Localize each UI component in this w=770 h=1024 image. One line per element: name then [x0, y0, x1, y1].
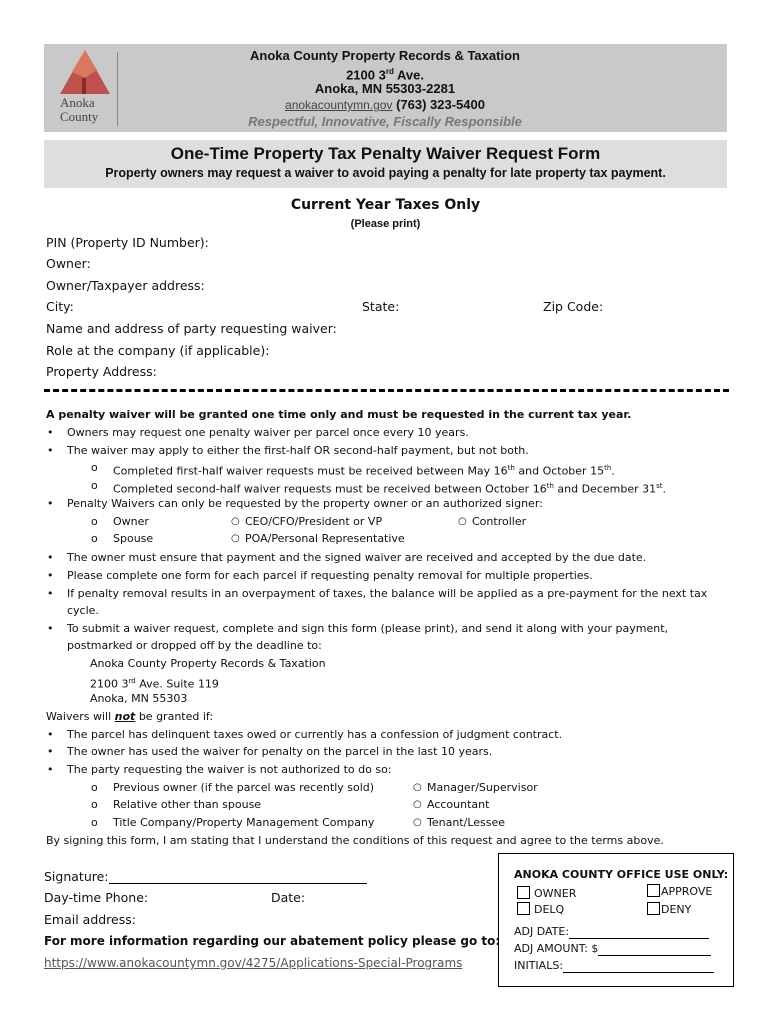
unauthorized-party: o Title Company/Property Management Company	[113, 816, 374, 830]
office-use-title: ANOKA COUNTY OFFICE USE ONLY:	[514, 868, 729, 881]
org-contact	[120, 97, 650, 113]
delq-label: DELQ	[534, 903, 565, 916]
mail-address-line1: Anoka County Property Records & Taxation	[90, 657, 326, 670]
website-link[interactable]: anokacountymn.gov	[285, 98, 393, 112]
not-granted-item: • The owner has used the waiver for penalty on the parcel in the last 10 years.	[67, 745, 492, 759]
unauthorized-party: o Relative other than spouse	[113, 798, 261, 812]
org-city: Anoka, MN 55303-2281	[314, 81, 456, 96]
signature-field[interactable]	[44, 869, 367, 884]
checkbox-icon[interactable]	[647, 884, 660, 897]
text: Ave. Suite 119	[135, 677, 219, 691]
logo-text-county: County	[60, 109, 99, 124]
city-field[interactable]: City:	[46, 299, 74, 314]
checkbox-icon[interactable]	[517, 902, 530, 915]
signer-ceo: ○ CEO/CFO/President or VP	[245, 515, 382, 529]
approve-label: APPROVE	[661, 885, 713, 898]
dashed-divider	[44, 389, 729, 398]
not-granted-item: • The parcel has delinquent taxes owed or currently has a confession of judgment contract.	[67, 728, 562, 742]
not-granted-item: • The party requesting the waiver is not authorized to do so:	[67, 763, 392, 777]
signer-poa: ○ POA/Personal Representative	[245, 532, 405, 546]
form-subtitle: Property owners may request a waiver to avoid paying a penalty for late property tax payment.	[105, 166, 666, 180]
rule-item: • The waiver may apply to either the first-half OR second-half payment, but not both.	[67, 444, 529, 458]
role-field[interactable]: Role at the company (if applicable):	[46, 343, 270, 358]
owner-checkbox[interactable]	[517, 886, 576, 901]
mail-address-line2	[90, 674, 219, 692]
sup: st	[656, 482, 663, 490]
form-title: One-Time Property Tax Penalty Waiver Request Form	[170, 144, 601, 163]
text: and October 15	[514, 464, 605, 478]
text: .	[662, 482, 667, 496]
rule-item: • Owners may request one penalty waiver per parcel once every 10 years.	[67, 426, 469, 440]
mail-address-line3: Anoka, MN 55303	[90, 692, 188, 705]
adj-date-label: ADJ DATE:	[514, 925, 570, 938]
text: and December 31	[553, 482, 657, 496]
not-granted-heading	[46, 710, 213, 724]
signer-owner: o Owner	[113, 515, 149, 529]
property-address-field[interactable]: Property Address:	[46, 364, 157, 379]
owner-label: OWNER	[534, 887, 577, 900]
rules-intro: A penalty waiver will be granted one time only and must be requested in the current tax year.	[46, 408, 632, 421]
adj-date-line[interactable]	[569, 927, 709, 939]
text: 2100 3	[90, 677, 129, 691]
rule-item: • The owner must ensure that payment and the signed waiver are received and accepted by the due date.	[67, 551, 646, 565]
sup: th	[546, 482, 554, 490]
street-num: 2100 3	[346, 67, 386, 83]
date-field[interactable]: Date:	[271, 890, 306, 905]
text: be granted if:	[135, 710, 214, 723]
adj-amount-field[interactable]	[514, 942, 711, 956]
text: Completed first-half waiver requests must be received between May 16	[113, 464, 508, 478]
initials-field[interactable]	[514, 959, 714, 973]
rule-item: • If penalty removal results in an overpayment of taxes, the balance will be applied as a pre-payment for the next tax	[67, 587, 707, 601]
rule-subitem	[113, 479, 666, 497]
text-emphasis: not	[114, 710, 136, 723]
please-print-note: (Please print)	[350, 218, 421, 230]
adj-amount-line[interactable]	[598, 944, 711, 956]
initials-line[interactable]	[563, 961, 714, 973]
rule-item-cont: cycle.	[67, 604, 99, 617]
sup: th	[507, 464, 515, 472]
unauthorized-party: ○ Tenant/Lessee	[427, 816, 505, 830]
pin-field[interactable]: PIN (Property ID Number):	[46, 235, 209, 250]
sup: rd	[128, 677, 136, 685]
agreement-statement: By signing this form, I am stating that I understand the conditions of this request and agree to the terms above.	[46, 834, 664, 847]
initials-label: INITIALS:	[514, 959, 564, 972]
checkbox-icon[interactable]	[647, 902, 660, 915]
signature-line[interactable]	[109, 871, 367, 884]
text: .	[611, 464, 615, 478]
deny-label: DENY	[661, 903, 692, 916]
delq-checkbox[interactable]	[517, 902, 564, 917]
rule-item: • Penalty Waivers can only be requested by the property owner or an authorized signer:	[67, 497, 543, 511]
section-title: Current Year Taxes Only	[290, 197, 481, 213]
checkbox-icon[interactable]	[517, 886, 530, 899]
org-name: Anoka County Property Records & Taxation	[250, 48, 520, 63]
org-tagline: Respectful, Innovative, Fiscally Responsible	[248, 114, 522, 129]
rule-item: • To submit a waiver request, complete and sign this form (please print), and send it along with your payment,	[67, 622, 668, 636]
signature-label: Signature:	[44, 869, 109, 884]
sup: th	[604, 464, 612, 472]
rule-item-cont: postmarked or dropped off by the deadline to:	[67, 639, 322, 652]
text: Waivers will	[46, 710, 115, 723]
owner-field[interactable]: Owner:	[46, 256, 91, 271]
email-field[interactable]: Email address:	[44, 912, 136, 927]
requesting-party-field[interactable]: Name and address of party requesting waiver:	[46, 321, 337, 336]
signer-controller: ○ Controller	[472, 515, 526, 529]
zip-field[interactable]: Zip Code:	[543, 299, 604, 314]
phone-field[interactable]: Day-time Phone:	[44, 890, 149, 905]
adj-amount-label: ADJ AMOUNT: $	[514, 942, 599, 955]
rule-subitem	[113, 461, 615, 479]
signer-spouse: o Spouse	[113, 532, 153, 546]
adj-date-field[interactable]	[514, 925, 709, 939]
org-phone: (763) 323-5400	[396, 97, 485, 112]
rule-item: • Please complete one form for each parcel if requesting penalty removal for multiple properties.	[67, 569, 593, 583]
more-info-text: For more information regarding our abatement policy please go to:	[44, 934, 501, 948]
state-field[interactable]: State:	[362, 299, 400, 314]
owner-address-field[interactable]: Owner/Taxpayer address:	[46, 278, 205, 293]
policy-link[interactable]: https://www.anokacountymn.gov/4275/Applications-Special-Programs	[44, 956, 463, 970]
approve-checkbox[interactable]	[647, 884, 712, 899]
unauthorized-party: ○ Manager/Supervisor	[427, 781, 538, 795]
text: Completed second-half waiver requests must be received between October 16	[113, 482, 547, 496]
anoka-county-logo	[52, 48, 118, 128]
deny-checkbox[interactable]	[647, 902, 691, 917]
unauthorized-party: o Previous owner (if the parcel was recently sold)	[113, 781, 374, 795]
unauthorized-party: ○ Accountant	[427, 798, 489, 812]
street-rest: Ave.	[393, 67, 424, 83]
logo-divider	[117, 52, 118, 126]
logo-text-anoka: Anoka	[60, 95, 95, 110]
street-sup: rd	[385, 67, 394, 76]
